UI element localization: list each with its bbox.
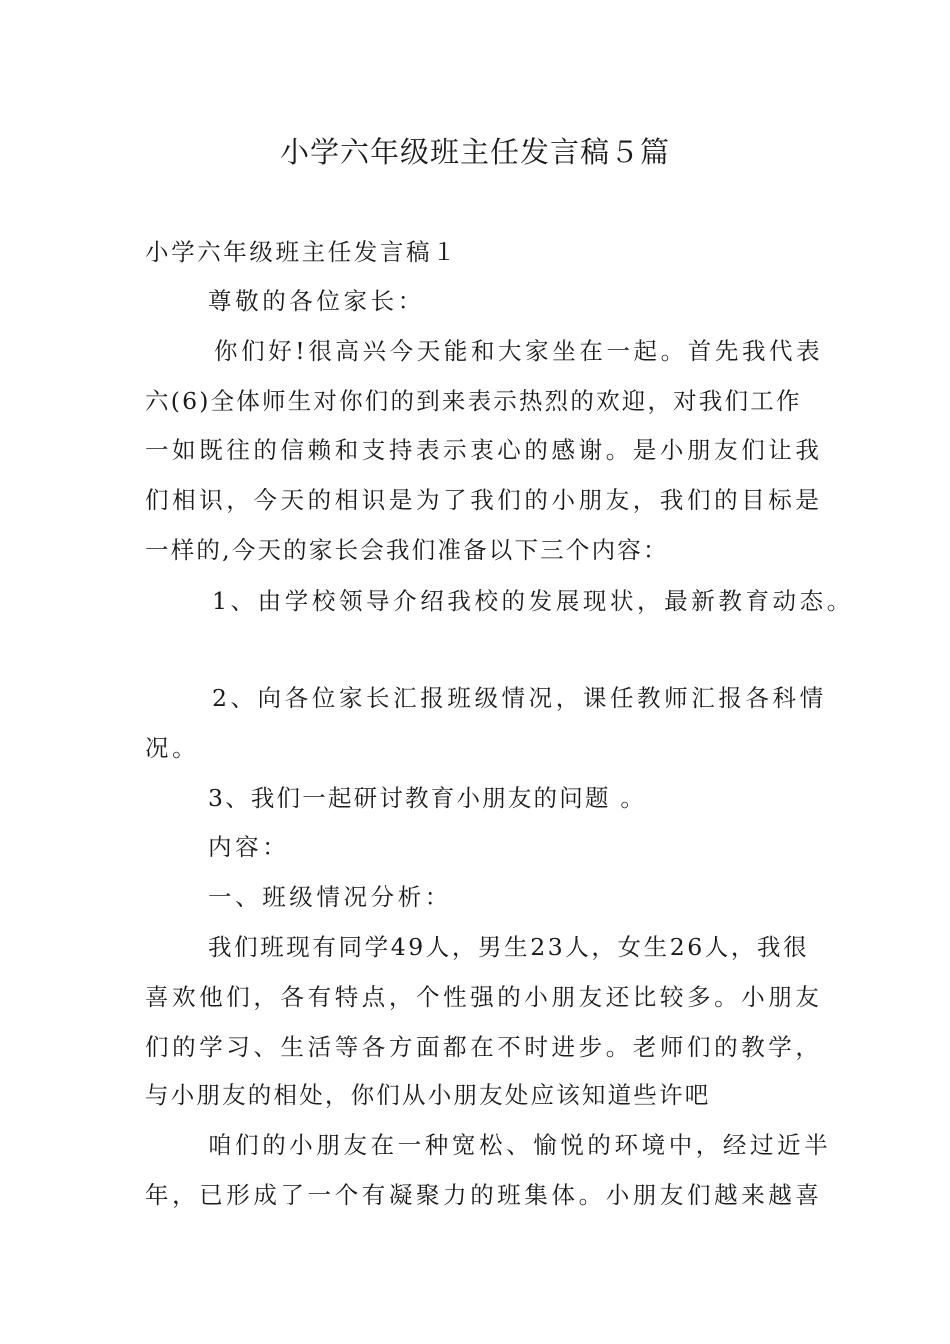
list-item: 3、我们一起研讨教育小朋友的问题 。 [208, 784, 647, 812]
paragraph-line: 六(6)全体师生对你们的到来表示热烈的欢迎，对我们工作 [145, 387, 802, 415]
paragraph-line: 与小朋友的相处，你们从小朋友处应该知道些许吧 [145, 1081, 711, 1109]
list-item: 1、由学校领导介绍我校的发展现状，最新教育动态。 [212, 587, 854, 615]
paragraph-line: 你们好!很高兴今天能和大家坐在一起。首先我代表 [214, 337, 824, 365]
list-item: 2、向各位家长汇报班级情况，课任教师汇报各科情 [212, 684, 827, 712]
section-heading: 小学六年级班主任发言稿１ [145, 238, 459, 266]
document-title: 小学六年级班主任发言稿５篇 [279, 135, 670, 169]
paragraph-line: 一样的,今天的家长会我们准备以下三个内容： [145, 536, 669, 564]
paragraph-line: 们的学习、生活等各方面都在不时进步。老师们的教学， [145, 1033, 823, 1061]
paragraph-line: 年，已形成了一个有凝聚力的班集体。小朋友们越来越喜 [145, 1181, 823, 1209]
paragraph-line: 况。 [145, 734, 200, 762]
section-label: 内容： [208, 833, 290, 861]
paragraph-line: 咱们的小朋友在一种宽松、愉悦的环境中，经过近半 [208, 1131, 832, 1159]
section-label: 一、班级情况分析： [208, 883, 452, 911]
paragraph-line: 我们班现有同学49人，男生23人，女生26人，我很 [208, 933, 810, 961]
salutation: 尊敬的各位家长： [208, 287, 425, 315]
paragraph-line: 一如既往的信赖和支持表示衷心的感谢。是小朋友们让我 [145, 436, 823, 464]
paragraph-line: 喜欢他们，各有特点，个性强的小朋友还比较多。小朋友 [145, 983, 823, 1011]
paragraph-line: 们相识，今天的相识是为了我们的小朋友，我们的目标是 [145, 486, 823, 514]
